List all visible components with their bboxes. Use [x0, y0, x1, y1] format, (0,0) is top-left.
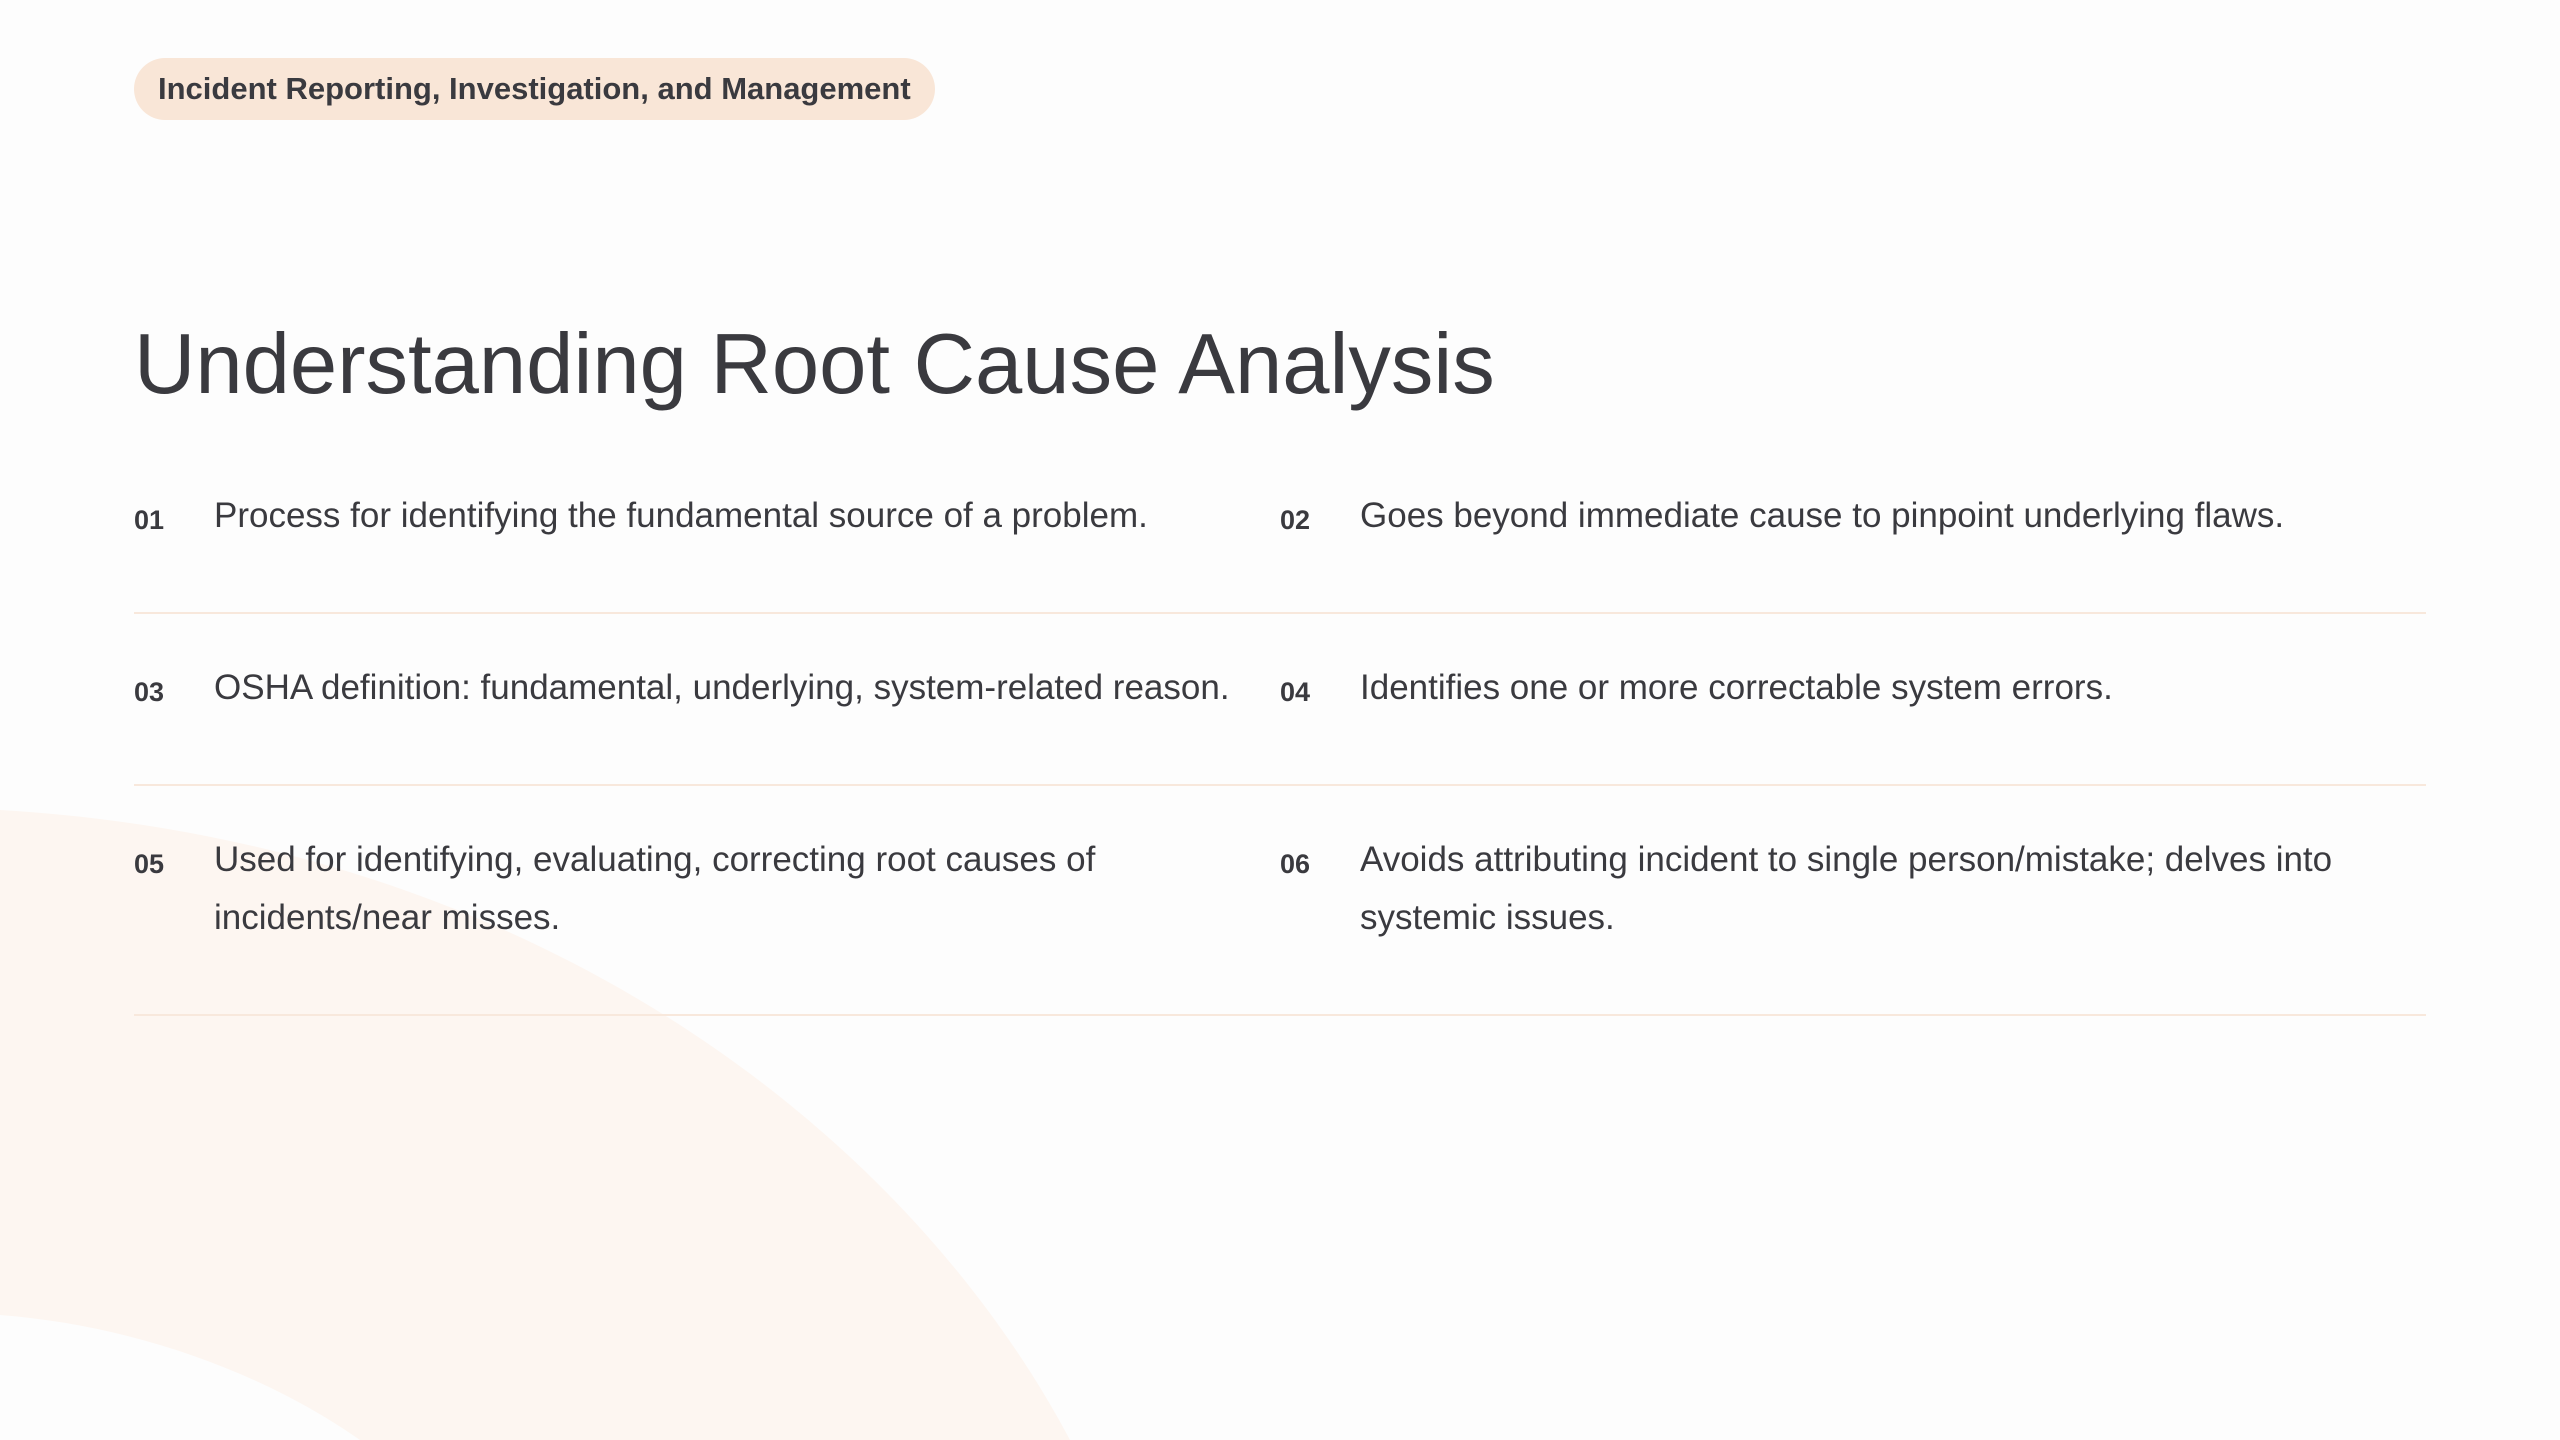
point-item: [1280, 487, 2426, 612]
point-number: 05: [134, 849, 165, 879]
point-text: Avoids attributing incident to single person/mistake; delves into systemic issues.: [1360, 840, 2333, 937]
point-number: 02: [1280, 505, 1311, 535]
section-badge: Incident Reporting, Investigation, and Management: [134, 58, 935, 120]
points-row: [134, 614, 2426, 786]
point-text: OSHA definition: fundamental, underlying, system-related reason.: [214, 668, 1230, 707]
point-item: [134, 487, 1280, 612]
point-text: Goes beyond immediate cause to pinpoint underlying flaws.: [1360, 496, 2285, 535]
point-text: Used for identifying, evaluating, correcting root causes of incidents/near misses.: [214, 840, 1096, 937]
point-number: 06: [1280, 849, 1311, 879]
point-number: 04: [1280, 677, 1311, 707]
point-item: [134, 831, 1280, 1014]
slide-title: Understanding Root Cause Analysis: [134, 317, 1495, 412]
point-item: [1280, 659, 2426, 784]
points-grid: [134, 487, 2426, 1016]
point-text: Identifies one or more correctable system errors.: [1360, 668, 2113, 707]
point-number: 03: [134, 677, 165, 707]
point-item: [1280, 831, 2426, 1014]
points-row: [134, 487, 2426, 614]
point-number: 01: [134, 505, 165, 535]
point-item: [134, 659, 1280, 784]
point-text: Process for identifying the fundamental source of a problem.: [214, 496, 1148, 535]
points-row: [134, 786, 2426, 1016]
